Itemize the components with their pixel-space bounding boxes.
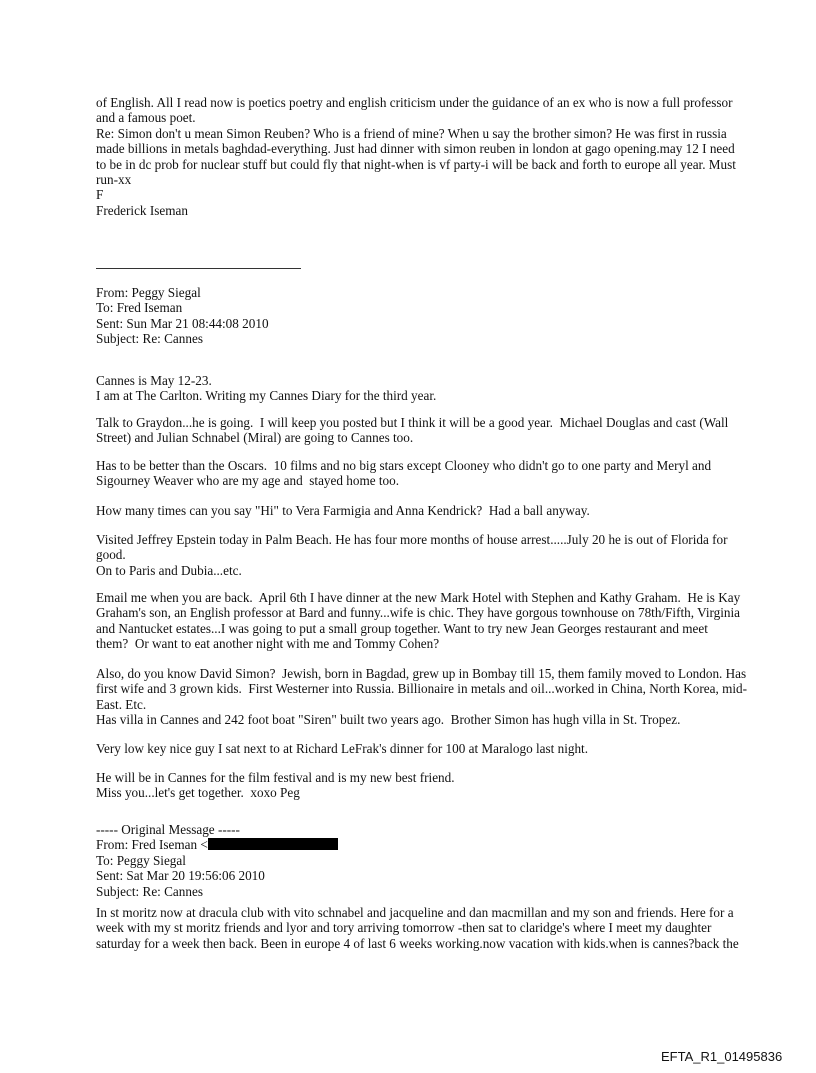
text-line: and Nantucket estates...I was going to put a small group together. Want to try new Jean Georges restaurant and meet (96, 620, 708, 636)
text-line: to be in dc prob for nuclear stuff but could fly that night-when is vf party-i will be back and forth to europe all year. Must (96, 156, 736, 172)
text-line: of English. All I read now is poetics poetry and english criticism under the guidance of an ex who is now a full professor (96, 95, 733, 110)
text-line: Very low key nice guy I sat next to at Richard LeFrak's dinner for 100 at Maralogo last night. (96, 741, 589, 756)
text-line: Also, do you know David Simon? Jewish, born in Bagdad, grew up in Bombay till 15, them family moved to London. Has (96, 666, 747, 681)
original-message-separator: ----- Original Message ----- (96, 822, 240, 837)
text-line: made billions in metals baghdad-everything. Just had dinner with simon reuben in london at gago opening.may 12 I need (96, 141, 735, 157)
paragraph (96, 373, 736, 404)
text-line: Visited Jeffrey Epstein today in Palm Beach. He has four more months of house arrest.....July 20 he is out of Florida for (96, 532, 728, 547)
paragraph (96, 741, 736, 756)
text-line: He will be in Cannes for the film festival and is my new best friend. (96, 770, 455, 785)
text-line: saturday for a week then back. Been in europe 4 of last 6 weeks working.now vacation with kids.when is cannes?back the (96, 935, 739, 951)
paragraph (96, 458, 736, 489)
text-line: In st moritz now at dracula club with vito schnabel and jacqueline and dan macmillan and my son and friends. Here for a (96, 905, 734, 920)
text-line: F (96, 187, 104, 203)
subject-line: Subject: Re: Cannes (96, 883, 203, 899)
paragraph (96, 415, 736, 446)
text-line: Cannes is May 12-23. (96, 373, 212, 388)
paragraph-fred (96, 905, 739, 951)
text-line: Miss you...let's get together. xoxo Peg (96, 785, 300, 801)
paragraph (96, 666, 748, 728)
text-line: Has villa in Cannes and 242 foot boat "Siren" built two years ago. Brother Simon has hugh villa in St. Tropez. (96, 712, 681, 728)
text-line: Frederick Iseman (96, 202, 188, 218)
text-line: Street) and Julian Schnabel (Miral) are going to Cannes too. (96, 430, 414, 446)
text-line: Re: Simon don't u mean Simon Reuben? Who is a friend of mine? When u say the brother simon? He was first in russia (96, 125, 727, 141)
text-line: Sigourney Weaver who are my age and stayed home too. (96, 473, 400, 489)
text-line: good. (96, 547, 126, 563)
text-line: Subject: Re: Cannes (96, 331, 203, 347)
text-line: them? Or want to eat another night with me and Tommy Cohen? (96, 636, 440, 652)
text-line: week with my st moritz friends and lyor and tory arriving tomorrow -then sat to claridge's where I meet my daughter (96, 920, 712, 936)
text-line: Has to be better than the Oscars. 10 films and no big stars except Clooney who didn't go to one party and Meryl and (96, 458, 712, 473)
text-line: Graham's son, an English professor at Bard and funny...wife is chic. They have gorgous townhouse on 78th/Fifth, Virginia (96, 605, 741, 621)
text-line: How many times can you say "Hi" to Vera Farmigia and Anna Kendrick? Had a ball anyway. (96, 503, 590, 518)
text-line: first wife and 3 grown kids. First Westerner into Russia. Billionaire in metals and oil...worked in China, North Korea, mid- (96, 681, 748, 697)
text-line: run-xx (96, 172, 132, 188)
text-line: I am at The Carlton. Writing my Cannes Diary for the third year. (96, 388, 437, 404)
text-line: Sent: Sun Mar 21 08:44:08 2010 (96, 315, 269, 331)
text-line: Email me when you are back. April 6th I have dinner at the new Mark Hotel with Stephen and Kathy Graham. He is Kay (96, 590, 741, 605)
text-line: and a famous poet. (96, 110, 196, 126)
paragraph (96, 770, 736, 801)
text-line: From: Peggy Siegal (96, 285, 201, 300)
divider-line (96, 268, 301, 269)
text-line: East. Etc. (96, 696, 147, 712)
bates-number: EFTA_R1_01495836 (661, 1049, 783, 1064)
from-line (96, 837, 736, 852)
paragraph (96, 503, 736, 518)
paragraph (96, 532, 736, 578)
text-line: Talk to Graydon...he is going. I will keep you posted but I think it will be a good year. Michael Douglas and cast (Wall (96, 415, 729, 430)
paragraph (96, 590, 741, 652)
text-line: On to Paris and Dubia...etc. (96, 562, 242, 578)
email-header-peggy (96, 285, 736, 347)
original-message-header (96, 822, 736, 899)
from-text: From: Fred Iseman < (96, 837, 208, 853)
reply-fred-block (96, 95, 736, 218)
to-line: To: Peggy Siegal (96, 852, 186, 868)
redaction-box (208, 838, 338, 850)
text-line: To: Fred Iseman (96, 300, 183, 316)
sent-line: Sent: Sat Mar 20 19:56:06 2010 (96, 868, 265, 884)
